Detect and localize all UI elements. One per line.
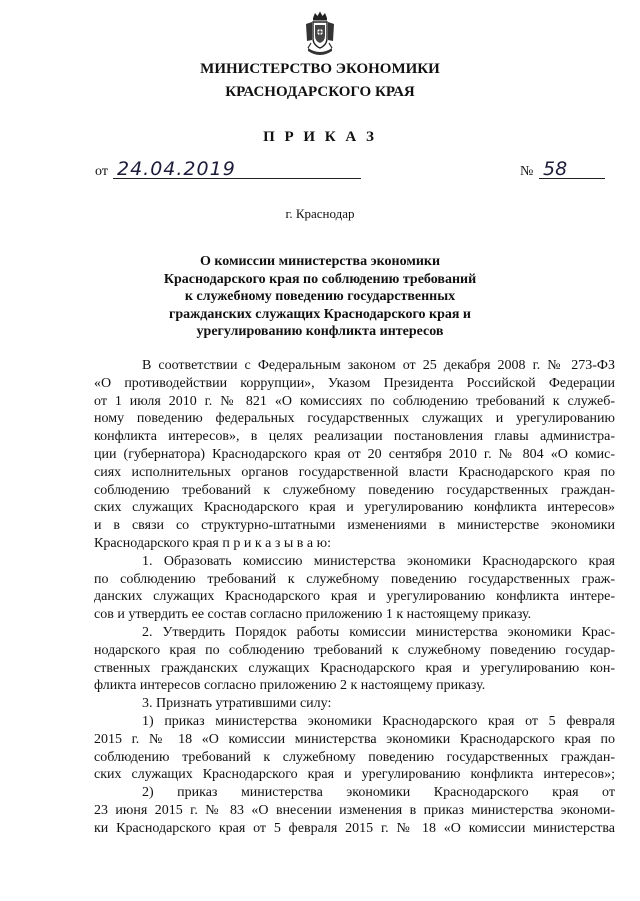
order-number-handwritten: 58: [543, 158, 568, 180]
subject-line: О комиссии министерства экономики: [199, 254, 441, 269]
body-line: Краснодарского края п р и к а з ы в а ю:: [94, 535, 331, 551]
body-line: ских служащих Краснодарского края и урегулированию конфликта интересов»: [94, 500, 615, 516]
body-line: и в связи со структурно-штатными изменениями в министерстве экономики: [94, 518, 615, 534]
body-line: ственных гражданских служащих Краснодарского края и урегулированию кон-: [94, 660, 615, 676]
order-date-handwritten: 24.04.2019: [117, 158, 236, 180]
subject-line: гражданских служащих Краснодарского края и: [169, 306, 471, 322]
body-line: соблюдению требований к служебному поведению государственных граждан-: [94, 482, 615, 498]
date-label: от: [95, 164, 108, 179]
ministry-name-line-1: МИНИСТЕРСТВО ЭКОНОМИКИ: [200, 61, 440, 77]
body-line: «О противодействии коррупции», Указом Президента Российской Федерации: [94, 375, 615, 391]
subject-line: урегулированию конфликта интересов: [196, 324, 444, 339]
body-line: ции (губернатора) Краснодарского края от 20 сентября 2010 г. № 804 «О комис-: [94, 446, 615, 462]
krasnodar-coat-of-arms-emblem: [302, 10, 338, 60]
order-title: П Р И К А З: [263, 129, 377, 145]
body-line: 2015 г. № 18 «О комиссии министерства экономики Краснодарского края по: [94, 731, 615, 747]
ministry-name-line-2: КРАСНОДАРСКОГО КРАЯ: [225, 84, 415, 100]
subject-line: Краснодарского края по соблюдению требований: [163, 271, 477, 287]
body-line: 1. Образовать комиссию министерства экономики Краснодарского края: [142, 553, 615, 569]
subject-line: к служебному поведению государственных: [184, 289, 456, 304]
body-line: соблюдению требований к служебному поведению государственных граждан-: [94, 749, 615, 765]
body-line: конфликта интересов», в целях реализации постановления главы администра-: [94, 429, 615, 445]
body-line: 3. Признать утратившими силу:: [142, 696, 332, 712]
order-date-number-row: [95, 160, 610, 184]
body-line: данских служащих Краснодарского края и урегулированию конфликта интере-: [94, 589, 615, 605]
body-line: 2) приказ министерства экономики Краснодарского края от: [142, 785, 615, 801]
body-line: сиях исполнительных органов государственной власти Краснодарского края по: [94, 464, 615, 480]
body-line: 2. Утвердить Порядок работы комиссии министерства экономики Крас-: [142, 624, 615, 640]
body-line: ских служащих Краснодарского края и урегулированию конфликта интересов»;: [94, 767, 615, 783]
body-line: сов и утвердить ее состав согласно приложению 1 к настоящему приказу.: [94, 607, 532, 623]
body-line: В соответствии с Федеральным законом от 25 декабря 2008 г. № 273-ФЗ: [142, 358, 615, 373]
body-line: фликта интересов согласно приложению 2 к настоящему приказу.: [94, 678, 486, 694]
order-body: [94, 357, 615, 838]
body-line: 1) приказ министерства экономики Краснодарского края от 5 февраля: [142, 713, 615, 729]
body-line: нодарского края по соблюдению требований к служебному поведению государ-: [94, 642, 615, 658]
body-line: от 1 июля 2010 г. № 821 «О комиссиях по соблюдению требований к служеб-: [94, 393, 615, 409]
city-name: г. Краснодар: [285, 206, 355, 221]
number-label: №: [520, 164, 534, 179]
body-line: ки Краснодарского края от 5 февраля 2015 г. № 18 «О комиссии министерства: [94, 820, 615, 836]
order-subject: [0, 253, 640, 341]
body-line: 23 июня 2015 г. № 83 «О внесении изменения в приказ министерства экономи-: [94, 802, 615, 818]
body-line: по соблюдению требований к служебному поведению государственных граж-: [94, 571, 615, 587]
body-line: ному поведению федеральных государственных служащих и урегулированию: [94, 411, 615, 427]
